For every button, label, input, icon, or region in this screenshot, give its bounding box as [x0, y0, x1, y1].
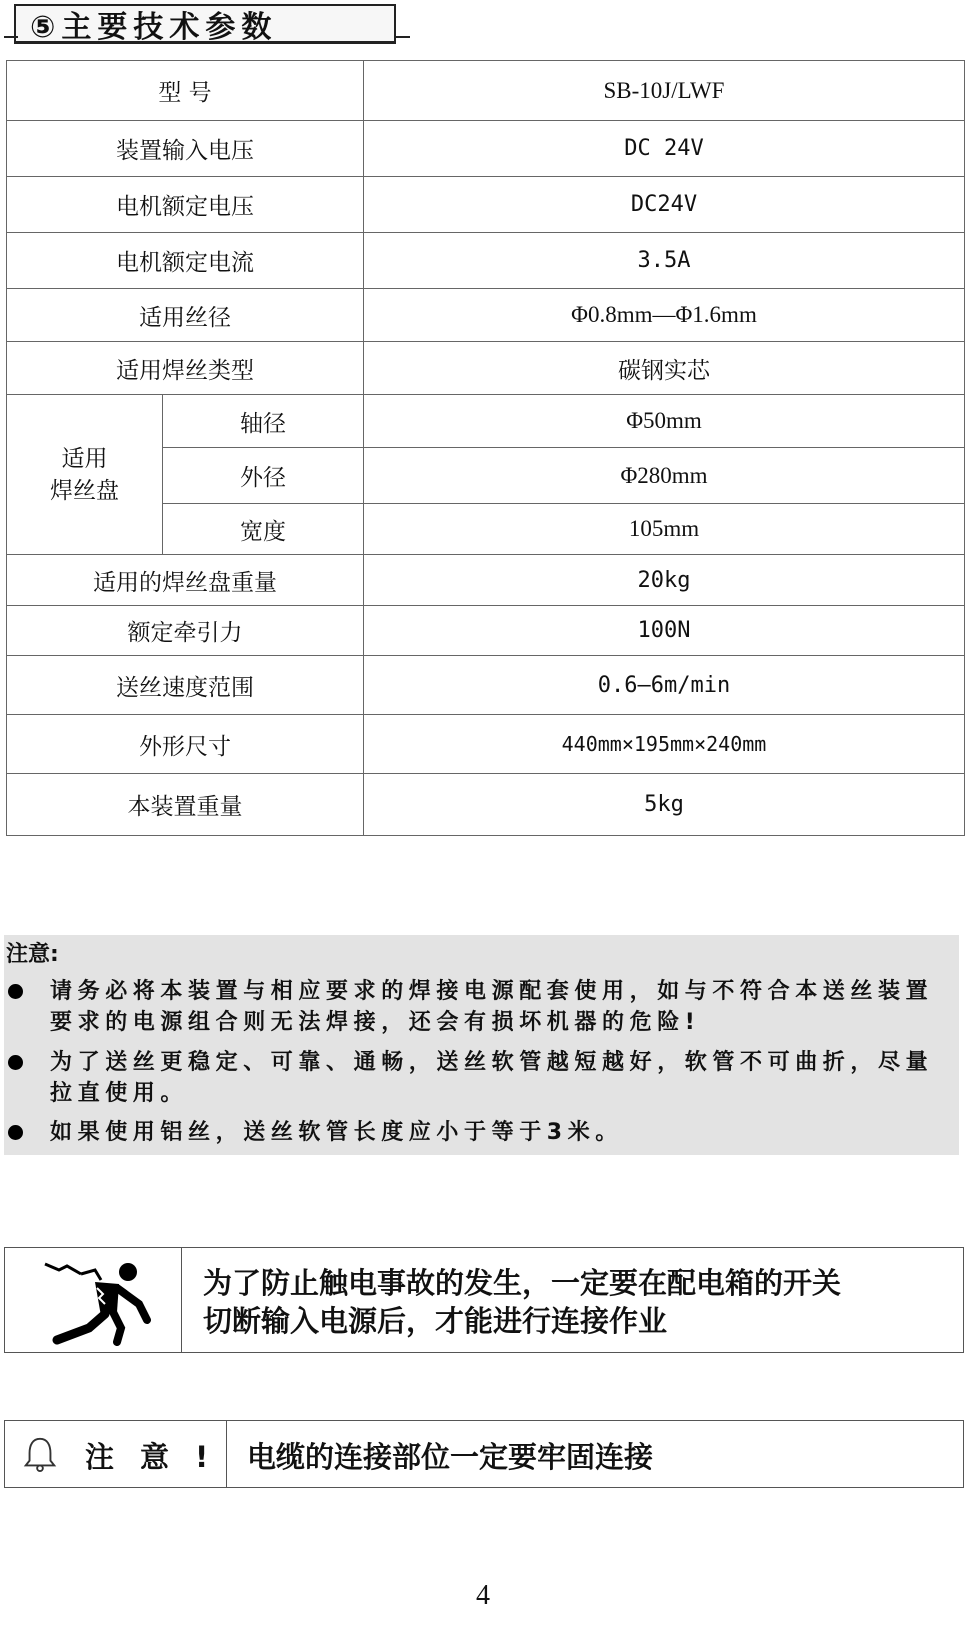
spec-value: 碳钢实芯	[364, 342, 965, 395]
spec-label: 适用焊丝类型	[7, 342, 364, 395]
spec-value: 20kg	[364, 555, 965, 606]
spec-label: 轴径	[163, 395, 364, 448]
table-row	[7, 774, 965, 836]
spec-label: 外径	[163, 448, 364, 504]
table-row	[7, 177, 965, 233]
table-row	[7, 289, 965, 342]
bullet-icon	[8, 1125, 23, 1140]
spec-value: 105mm	[364, 504, 965, 555]
spec-label: 送丝速度范围	[7, 656, 364, 715]
spec-label: 型 号	[7, 61, 364, 121]
spool-group-label-2: 焊丝盘	[50, 477, 119, 504]
spec-value: 3.5A	[364, 233, 965, 289]
spec-value: 0.6—6m/min	[364, 656, 965, 715]
spool-group-label	[7, 395, 163, 555]
table-row	[7, 715, 965, 774]
spec-table	[6, 60, 965, 836]
spec-label: 适用丝径	[7, 289, 364, 342]
table-row	[7, 233, 965, 289]
spec-label: 本装置重量	[7, 774, 364, 836]
caution-text: 电缆的连接部位一定要牢固连接	[247, 1440, 654, 1474]
spec-label: 适用的焊丝盘重量	[7, 555, 364, 606]
table-row	[7, 121, 965, 177]
bell-icon	[21, 1435, 59, 1473]
title-underscore-right	[396, 36, 410, 38]
warning-line-2: 切断输入电源后，才能进行连接作业	[203, 1304, 668, 1338]
table-row	[7, 606, 965, 656]
spec-label: 电机额定电流	[7, 233, 364, 289]
warning-line-1: 为了防止触电事故的发生，一定要在配电箱的开关	[203, 1266, 842, 1300]
spec-label: 外形尺寸	[7, 715, 364, 774]
notes-title: 注意:	[6, 942, 59, 967]
list-item	[4, 1047, 959, 1111]
table-row	[7, 395, 965, 448]
caution-box	[4, 1420, 964, 1488]
spool-group-label-1: 适用	[61, 445, 108, 472]
note-text: 请务必将本装置与相应要求的焊接电源配套使用，如与不符合本送丝装置要求的电源组合则无法焊接，还会有损坏机器的危险!	[50, 979, 934, 1035]
table-row	[7, 61, 965, 121]
caution-label: 注意!	[85, 1440, 235, 1474]
section-title	[14, 4, 396, 44]
note-text: 如果使用铝丝，送丝软管长度应小于等于3米。	[50, 1120, 623, 1145]
spec-label: 装置输入电压	[7, 121, 364, 177]
title-underscore-left	[4, 36, 18, 38]
table-row	[7, 555, 965, 606]
table-row	[7, 342, 965, 395]
bullet-icon	[8, 1055, 23, 1070]
caution-divider	[226, 1421, 227, 1487]
spec-value: 100N	[364, 606, 965, 656]
spec-value: 5kg	[364, 774, 965, 836]
list-item	[4, 976, 959, 1040]
spec-label: 宽度	[163, 504, 364, 555]
shock-warning-box	[4, 1247, 964, 1353]
electric-shock-icon	[35, 1254, 155, 1346]
spec-value: DC24V	[364, 177, 965, 233]
spec-value: 440mm×195mm×240mm	[364, 715, 965, 774]
bullet-icon	[8, 984, 23, 999]
list-item	[4, 1117, 959, 1149]
spec-label: 额定牵引力	[7, 606, 364, 656]
warning-divider	[181, 1248, 182, 1352]
shock-warning-text	[203, 1264, 841, 1340]
spec-value: DC 24V	[364, 121, 965, 177]
table-row	[7, 656, 965, 715]
spec-value: SB-10J/LWF	[364, 61, 965, 121]
page-number: 4	[476, 1580, 490, 1611]
note-text: 为了送丝更稳定、可靠、通畅，送丝软管越短越好，软管不可曲折，尽量拉直使用。	[50, 1050, 934, 1106]
notes-box	[4, 935, 959, 1155]
spec-label: 电机额定电压	[7, 177, 364, 233]
spec-value: Φ280mm	[364, 448, 965, 504]
spec-value: Φ50mm	[364, 395, 965, 448]
spec-value: Φ0.8mm—Φ1.6mm	[364, 289, 965, 342]
section-title-text: ⑤主要技术参数	[30, 9, 278, 45]
